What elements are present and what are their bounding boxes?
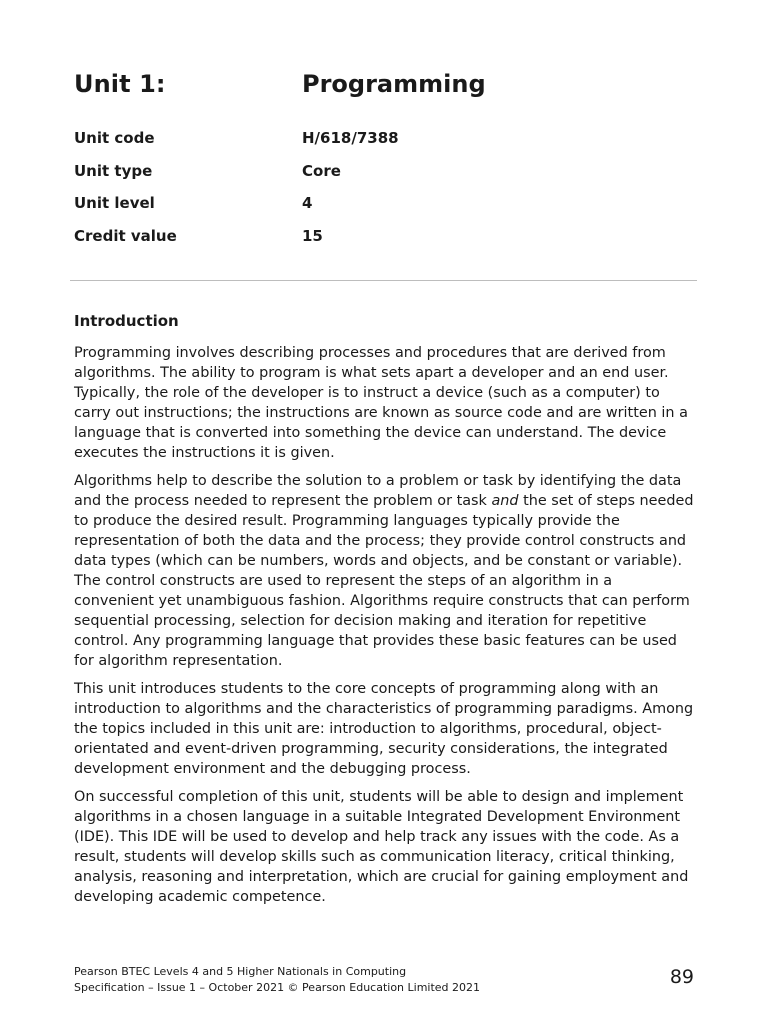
unit-type-label: Unit type: [74, 161, 153, 180]
unit-meta-table: [74, 129, 694, 259]
introduction-paragraph-2: [74, 471, 696, 671]
page-number: 89: [669, 966, 694, 988]
paragraph-2-emphasis: and: [491, 493, 519, 509]
unit-code-row: [74, 129, 694, 162]
credit-value-value: 15: [302, 226, 323, 245]
unit-level-value: 4: [302, 194, 313, 212]
introduction-heading: Introduction: [74, 312, 179, 330]
unit-code-label: Unit code: [74, 129, 155, 147]
unit-code-value: H/618/7388: [302, 129, 399, 147]
unit-type-value: Core: [302, 161, 341, 180]
unit-number-label: Unit 1:: [74, 70, 166, 98]
page-footer: [74, 964, 698, 996]
introduction-paragraph-4: On successful completion of this unit, students will be able to design and implement algorithms in a chosen language in a suitable Integrated Development Environment (IDE). This IDE will be used to develop and help track any issues with the code. As a result, students will develop skills such as communication literacy, critical thinking, analysis, reasoning and interpretation, which are crucial for gaining employment and developing academic competence.: [74, 789, 689, 905]
paragraph-2-text-end: the set of steps needed to produce the desired result. Programming languages typically provide the representation of both the data and the process; they provide control constructs and data types (which can be numbers, words and objects, and be constant or variable). The control constructs are used to represent the steps of an algorithm in a convenient yet unambiguous fashion. Algorithms require constructs that can perform sequential processing, selection for decision making and iteration for repetitive control. Any programming language that provides these basic features can be used for algorithm representation.: [74, 493, 694, 669]
unit-type-row: [74, 162, 694, 195]
footer-line-1: Pearson BTEC Levels 4 and 5 Higher Nationals in Computing: [74, 965, 407, 978]
footer-line-2: Specification – Issue 1 – October 2021 © Pearson Education Limited 2021: [74, 981, 481, 994]
unit-level-row: [74, 194, 694, 227]
paragraph-2-text-start: Algorithms help to describe the solution to a problem or task by identifying the data and the process needed to represent the problem or task: [74, 473, 682, 509]
credit-value-row: [74, 227, 694, 260]
unit-title: Programming: [302, 70, 486, 98]
introduction-paragraph-3: This unit introduces students to the core concepts of programming along with an introduction to algorithms and the characteristics of programming paradigms. Among the topics included in this unit are: introduction to algorithms, procedural, object-orientated and event-driven programming, security considerations, the integrated development environment and the debugging process.: [74, 681, 694, 777]
introduction-paragraph-1: Programming involves describing processes and procedures that are derived from algorithms. The ability to program is what sets apart a developer and an end user. Typically, the role of the developer is to instruct a device (such as a computer) to carry out instructions; the instructions are known as source code and are written in a language that is converted into something the device can understand. The device executes the instructions it is given.: [74, 345, 688, 461]
introduction-body: [74, 343, 696, 915]
section-divider: [70, 280, 697, 281]
unit-title-row: [74, 70, 694, 106]
credit-value-label: Credit value: [74, 226, 177, 245]
unit-level-label: Unit level: [74, 194, 155, 212]
